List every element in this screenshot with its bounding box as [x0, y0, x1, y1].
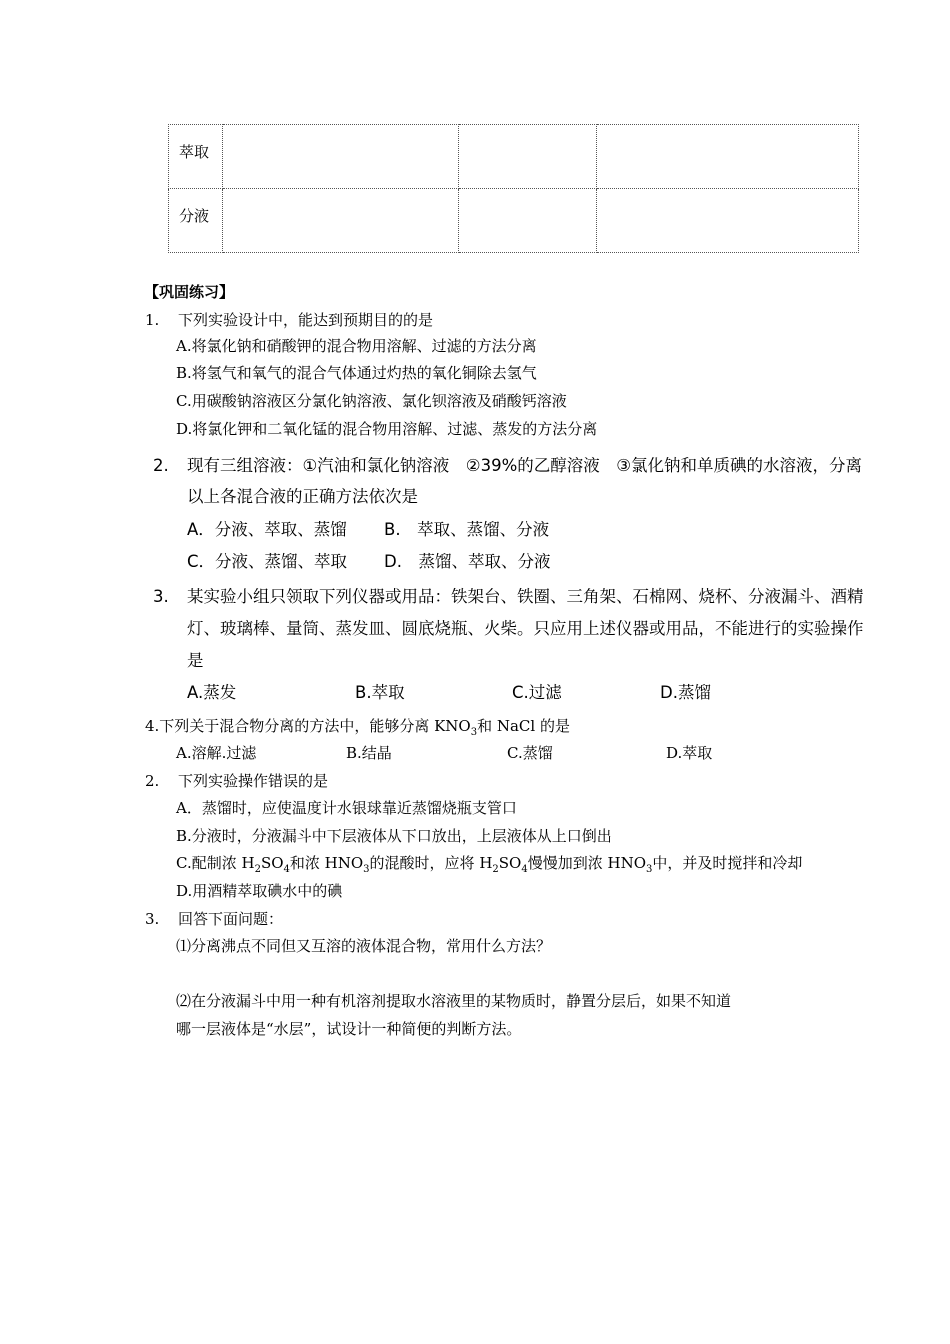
q3-option-d: D.蒸馏	[660, 683, 711, 702]
text-run: 慢慢加到浓 HNO	[527, 854, 647, 872]
table-cell	[459, 125, 597, 189]
text-run: SO	[498, 854, 522, 872]
section-title: 【巩固练习】	[144, 283, 235, 301]
methods-table	[168, 124, 859, 253]
q2-stem-line1: 现有三组溶液：①汽油和氯化钠溶液 ②39%的乙醇溶液 ③氯化钠和单质碘的水溶液，分离	[187, 456, 863, 475]
q2-number: 2.	[153, 456, 169, 475]
text-run: C.配制浓 H	[176, 854, 255, 872]
q3-stem-line3: 是	[187, 651, 204, 670]
text-run: 中，并及时搅拌和冷却	[652, 854, 803, 872]
q5-number: 2.	[145, 772, 160, 790]
table-cell	[459, 189, 597, 253]
table-row	[169, 125, 859, 189]
q2-option-d: D. 蒸馏、萃取、分液	[384, 552, 551, 571]
q1-option-a: A.将氯化钠和硝酸钾的混合物用溶解、过滤的方法分离	[176, 337, 537, 355]
q4-option-c: C.蒸馏	[507, 744, 553, 762]
q6-part1: ⑴分离沸点不同但又互溶的液体混合物，常用什么方法？	[176, 937, 552, 955]
q6-part2-line2: 哪一层液体是“水层”，试设计一种简便的判断方法。	[176, 1020, 522, 1038]
subscript: 3	[646, 864, 653, 875]
subscript: 3	[363, 864, 370, 875]
q4-option-a: A.溶解.过滤	[176, 744, 257, 762]
text-run: SO	[260, 854, 284, 872]
q2-option-c: C．分液、蒸馏、萃取	[187, 552, 348, 571]
q3-option-b: B.萃取	[355, 683, 405, 702]
table-cell	[223, 189, 459, 253]
subscript: 2	[254, 864, 261, 875]
q3-option-c: C.过滤	[512, 683, 562, 702]
table-cell	[597, 189, 859, 253]
q1-number: 1.	[145, 311, 160, 329]
subscript: 2	[492, 864, 499, 875]
q1-option-c: C.用碳酸钠溶液区分氯化钠溶液、氯化钡溶液及硝酸钙溶液	[176, 392, 567, 410]
table-cell	[597, 125, 859, 189]
q3-number: 3.	[153, 587, 169, 606]
subscript: 4	[521, 864, 528, 875]
subscript: 4	[283, 864, 290, 875]
q5-option-d: D.用酒精萃取碘水中的碘	[176, 882, 343, 900]
q1-option-b: B.将氢气和氧气的混合气体通过灼热的氧化铜除去氢气	[176, 364, 537, 382]
table-row	[169, 189, 859, 253]
q3-stem-line2: 灯、玻璃棒、量筒、蒸发皿、圆底烧瓶、火柴。只应用上述仪器或用品，不能进行的实验操作	[187, 619, 864, 638]
q3-option-a: A.蒸发	[187, 683, 237, 702]
row-label-extraction: 萃取	[169, 125, 223, 189]
q4-option-d: D.萃取	[666, 744, 713, 762]
text-run: 的混酸时，应将 H	[369, 854, 493, 872]
table-cell	[223, 125, 459, 189]
q4-stem	[145, 716, 570, 736]
q4-stem-post: 和 NaCl 的是	[477, 717, 570, 735]
q6-stem: 回答下面问题：	[178, 910, 284, 928]
subscript: 3	[470, 727, 478, 738]
q5-option-c	[176, 853, 802, 873]
q5-option-a: A．蒸馏时，应使温度计水银球靠近蒸馏烧瓶支管口	[176, 799, 517, 817]
text-run: 和浓 HNO	[289, 854, 364, 872]
q4-stem-pre: 4.下列关于混合物分离的方法中，能够分离 KNO	[145, 717, 471, 735]
q2-stem-line2: 以上各混合液的正确方法依次是	[187, 487, 418, 506]
q5-option-b: B.分液时，分液漏斗中下层液体从下口放出，上层液体从上口倒出	[176, 827, 612, 845]
q6-part2-line1: ⑵在分液漏斗中用一种有机溶剂提取水溶液里的某物质时，静置分层后，如果不知道	[176, 992, 732, 1010]
q6-number: 3.	[145, 910, 160, 928]
q1-option-d: D.将氯化钾和二氧化锰的混合物用溶解、过滤、蒸发的方法分离	[176, 420, 598, 438]
q4-option-b: B.结晶	[346, 744, 392, 762]
q2-option-b: B. 萃取、蒸馏、分液	[384, 520, 550, 539]
q3-stem-line1: 某实验小组只领取下列仪器或用品：铁架台、铁圈、三角架、石棉网、烧杯、分液漏斗、酒精	[187, 587, 864, 606]
row-label-separation: 分液	[169, 189, 223, 253]
q1-stem: 下列实验设计中，能达到预期目的的是	[178, 311, 434, 329]
q2-option-a: A．分液、萃取、蒸馏	[187, 520, 347, 539]
q5-stem: 下列实验操作错误的是	[178, 772, 329, 790]
